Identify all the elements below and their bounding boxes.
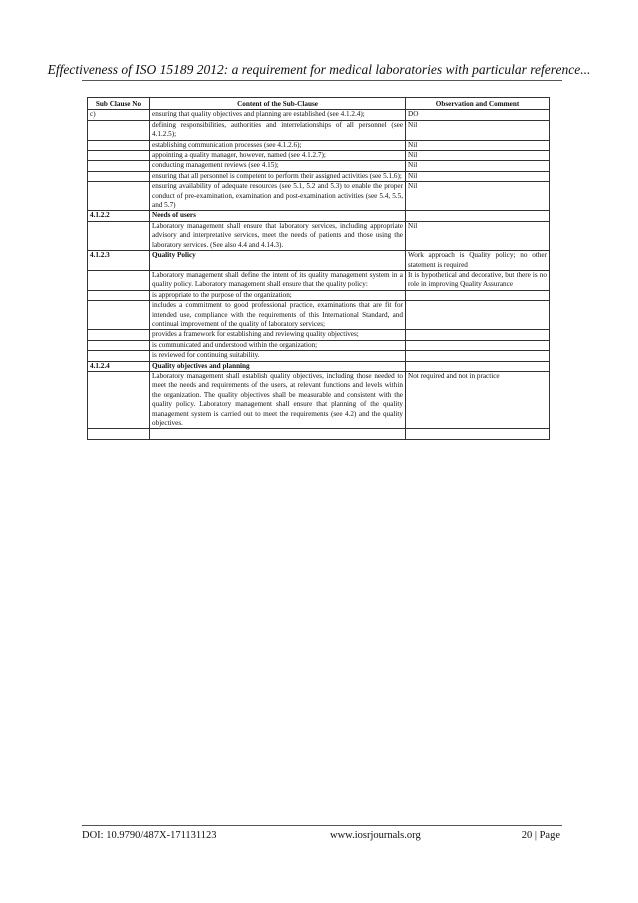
cell-comment <box>406 340 550 350</box>
cell-comment: Nil <box>406 221 550 250</box>
cell-sub-clause: 4.1.2.4 <box>88 361 150 371</box>
cell-sub-clause <box>88 290 150 300</box>
table-row <box>88 290 550 300</box>
cell-content: Needs of users <box>150 211 406 221</box>
table-row <box>88 171 550 181</box>
table-row <box>88 270 550 290</box>
cell-comment: Nil <box>406 140 550 150</box>
cell-content: ensuring that all personnel is competent to perform their assigned activities (see 5.1.6); <box>150 171 406 181</box>
cell-content: Quality Policy <box>150 251 406 271</box>
cell-content: is appropriate to the purpose of the organization; <box>150 290 406 300</box>
cell-comment: DO <box>406 110 550 120</box>
cell-sub-clause <box>88 140 150 150</box>
table-row <box>88 351 550 361</box>
cell-comment <box>406 290 550 300</box>
cell-sub-clause <box>88 330 150 340</box>
table-row <box>88 221 550 250</box>
running-header: Effectiveness of ISO 15189 2012: a requirement for medical laboratories with particular reference... <box>47 62 591 77</box>
cell-sub-clause <box>88 171 150 181</box>
cell-sub-clause: c) <box>88 110 150 120</box>
cell-content: includes a commitment to good professional practice, examinations that are fit for intended use, compliance with the requirements of this International Standard, and continual improvement of the quality of laboratory services; <box>150 301 406 330</box>
cell-sub-clause <box>88 151 150 161</box>
cell-comment <box>406 301 550 330</box>
table-row <box>88 161 550 171</box>
cell-content: is reviewed for continuing suitability. <box>150 351 406 361</box>
cell-sub-clause: 4.1.2.2 <box>88 211 150 221</box>
table-row <box>88 361 550 371</box>
cell-comment: Nil <box>406 161 550 171</box>
cell-sub-clause <box>88 351 150 361</box>
cell-content: ensuring availability of adequate resources (see 5.1, 5.2 and 5.3) to enable the proper conduct of pre-examination, examination and post-examination activities (see 5.4, 5.5, and 5.7) <box>150 182 406 211</box>
header-observation: Observation and Comment <box>406 98 550 110</box>
cell-comment: Nil <box>406 151 550 161</box>
cell-content: establishing communication processes (see 4.1.2.6); <box>150 140 406 150</box>
header-content: Content of the Sub-Clause <box>150 98 406 110</box>
table-row <box>88 140 550 150</box>
cell-comment <box>406 211 550 221</box>
cell-sub-clause <box>88 371 150 428</box>
footer-website: www.iosrjournals.org <box>330 830 421 841</box>
footer-divider <box>82 825 562 826</box>
cell-content: conducting management reviews (see 4.15); <box>150 161 406 171</box>
table-row <box>88 371 550 428</box>
cell-content: defining responsibilities, authorities and interrelationships of all personnel (see 4.1.2.5); <box>150 120 406 140</box>
table-header-row <box>88 98 550 110</box>
table-row <box>88 110 550 120</box>
table-row <box>88 120 550 140</box>
footer-page-number: 20 | Page <box>521 830 560 841</box>
cell-comment: It is hypothetical and decorative, but there is no role in improving Quality Assurance <box>406 270 550 290</box>
cell-content: ensuring that quality objectives and planning are established (see 4.1.2.4); <box>150 110 406 120</box>
cell-comment <box>406 330 550 340</box>
sub-clause-table <box>87 97 550 440</box>
cell-comment: Not required and not in practice <box>406 371 550 428</box>
header-divider <box>82 80 562 81</box>
table-row <box>88 330 550 340</box>
cell-comment <box>406 361 550 371</box>
cell-content: Laboratory management shall define the intent of its quality management system in a quality policy. Laboratory management shall ensure that the quality policy: <box>150 270 406 290</box>
cell-sub-clause <box>88 301 150 330</box>
cell-comment: Nil <box>406 182 550 211</box>
cell-sub-clause <box>88 161 150 171</box>
cell-comment: Work approach is Quality policy; no other statement is required <box>406 251 550 271</box>
footer-doi: DOI: 10.9790/487X-171131123 <box>82 830 217 841</box>
cell-sub-clause <box>88 270 150 290</box>
table-row <box>88 301 550 330</box>
cell-sub-clause: 4.1.2.3 <box>88 251 150 271</box>
cell-content: Laboratory management shall ensure that laboratory services, including appropriate advisory and interpretative services, meet the needs of patients and those using the laboratory services. (See also 4.4 and 4.14.3). <box>150 221 406 250</box>
table-row <box>88 251 550 271</box>
cell-comment: Nil <box>406 120 550 140</box>
table-row <box>88 151 550 161</box>
table-row <box>88 211 550 221</box>
cell-sub-clause <box>88 120 150 140</box>
cell-sub-clause <box>88 340 150 350</box>
cell-sub-clause <box>88 182 150 211</box>
cell-content: appointing a quality manager, however, named (see 4.1.2.7); <box>150 151 406 161</box>
table-spacer-row <box>88 429 550 440</box>
header-sub-clause-no: Sub Clause No <box>88 98 150 110</box>
cell-content: Laboratory management shall establish quality objectives, including those needed to meet the needs and requirements of the users, at relevant functions and levels within the organization. The quality objectives shall be measurable and consistent with the quality policy. Laboratory management shall ensure that planning of the quality management system is carried out to meet the requirements (see 4.2) and the quality objectives. <box>150 371 406 428</box>
cell-content: is communicated and understood within the organization; <box>150 340 406 350</box>
cell-comment <box>406 351 550 361</box>
cell-content: Quality objectives and planning <box>150 361 406 371</box>
cell-sub-clause <box>88 221 150 250</box>
cell-content: provides a framework for establishing and reviewing quality objectives; <box>150 330 406 340</box>
table-body <box>88 110 550 440</box>
cell-comment: Nil <box>406 171 550 181</box>
table-row <box>88 340 550 350</box>
table-row <box>88 182 550 211</box>
